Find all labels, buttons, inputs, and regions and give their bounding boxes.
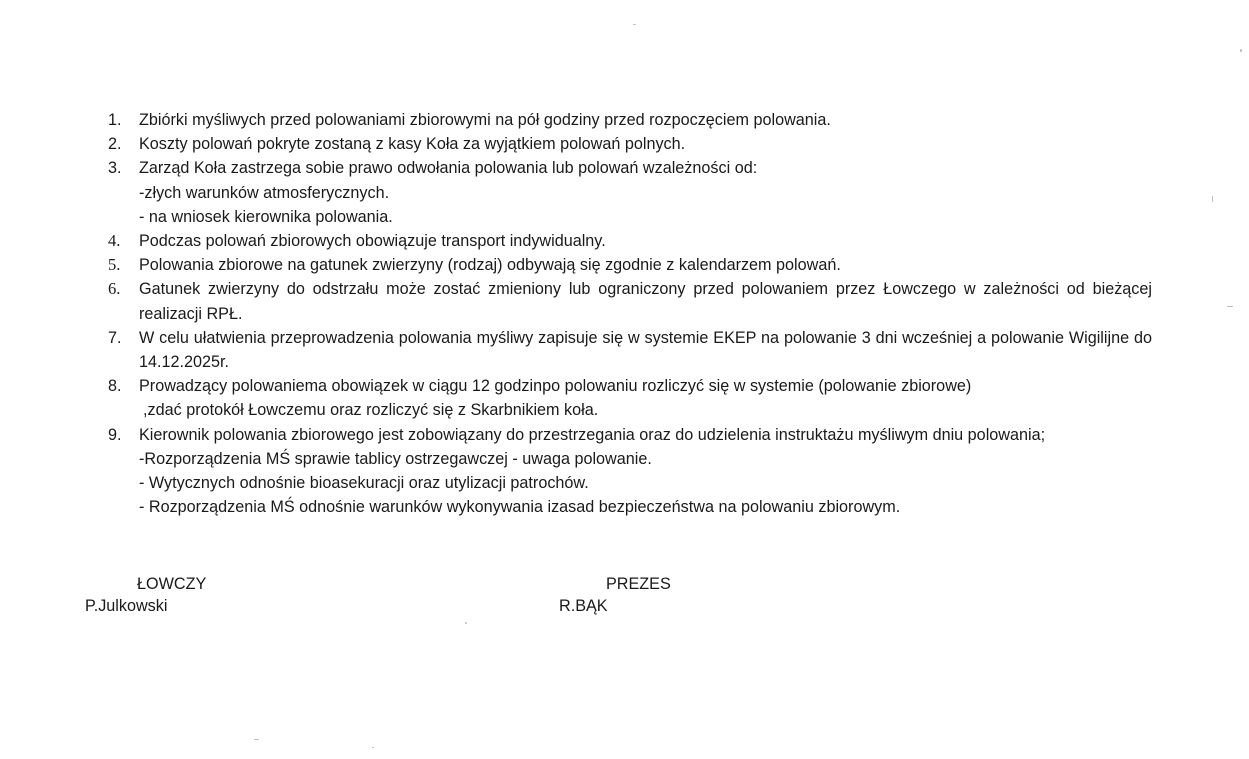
rule-text: Gatunek zwierzyny do odstrzału może zostać zmieniony lub ograniczony przed polowaniem przez Łowczego w zależności od bieżącej realizacji RPŁ. (139, 280, 1152, 323)
rule-number: 7. (108, 328, 122, 347)
scan-speck (254, 739, 259, 740)
scan-speck (465, 622, 467, 624)
rule-text: Podczas polowań zbiorowych obowiązuje transport indywidualny. (139, 232, 606, 251)
rule-item-2 (108, 132, 1152, 156)
rule-text: W celu ułatwienia przeprowadzenia polowania myśliwy zapisuje się w systemie EKEP na polowanie 3 dni wcześniej a polowanie Wigilijne do 14.12.2025r. (139, 328, 1152, 372)
rule-item-7 (108, 326, 1152, 374)
rule-number: 1. (108, 111, 122, 129)
signature-title-lowczy: ŁOWCZY (137, 575, 207, 593)
scan-speck (633, 24, 636, 25)
rule-number: 4. (108, 231, 121, 251)
scan-speck (1227, 306, 1233, 307)
scan-speck (372, 747, 374, 748)
rule-subpoint: -Rozporządzenia MŚ sprawie tablicy ostrzegawczej - uwaga polowanie. (139, 449, 652, 468)
signature-name-lowczy: P.Julkowski (85, 597, 168, 615)
rule-item-6 (108, 277, 1152, 325)
rule-subpoint: - na wniosek kierownika polowania. (139, 207, 393, 226)
rule-text: Zbiórki myśliwych przed polowaniami zbiorowymi na pół godziny przed rozpoczęciem polowania. (139, 111, 831, 129)
rule-subpoint: -złych warunków atmosferycznych. (139, 183, 390, 202)
rule-item-9 (108, 423, 1152, 520)
rule-number: 9. (108, 425, 122, 444)
rule-number: 5. (108, 255, 121, 275)
rule-item-4 (108, 229, 1152, 253)
rule-item-5 (108, 253, 1152, 277)
rules-list (108, 108, 1152, 519)
rule-subpoint: - Wytycznych odnośnie bioasekuracji oraz utylizacji patrochów. (139, 474, 589, 493)
rule-item-8 (108, 374, 1152, 422)
rule-text-continuation: ,zdać protokół Łowczemu oraz rozliczyć się z Skarbnikiem koła. (143, 401, 599, 420)
rule-item-1 (108, 108, 1152, 132)
scan-speck (1240, 49, 1242, 52)
rule-text: Zarząd Koła zastrzega sobie prawo odwołania polowania lub polowań wzależności od: (139, 159, 758, 178)
rule-item-3 (108, 156, 1152, 229)
rule-number: 3. (108, 159, 122, 178)
rule-text: Polowania zbiorowe na gatunek zwierzyny (rodzaj) odbywają się zgodnie z kalendarzem polowań. (139, 256, 841, 275)
scan-speck (1212, 196, 1213, 202)
signature-title-prezes: PREZES (606, 575, 671, 593)
rule-text: Koszty polowań pokryte zostaną z kasy Koła za wyjątkiem polowań polnych. (139, 135, 686, 154)
rule-number: 6. (108, 279, 121, 299)
rule-text: Kierownik polowania zbiorowego jest zobowiązany do przestrzegania oraz do udzielenia instruktażu myśliwym dniu polowania; (139, 425, 1046, 444)
rule-number: 2. (108, 135, 122, 154)
rule-text: Prowadzący polowaniema obowiązek w ciągu 12 godzinpo polowaniu rozliczyć się w systemie (polowanie zbiorowe) (139, 377, 972, 396)
rule-subpoint: - Rozporządzenia MŚ odnośnie warunków wykonywania izasad bezpieczeństwa na polowaniu zbiorowym. (139, 498, 901, 517)
signature-name-prezes: R.BĄK (559, 597, 608, 615)
rule-number: 8. (108, 377, 122, 396)
